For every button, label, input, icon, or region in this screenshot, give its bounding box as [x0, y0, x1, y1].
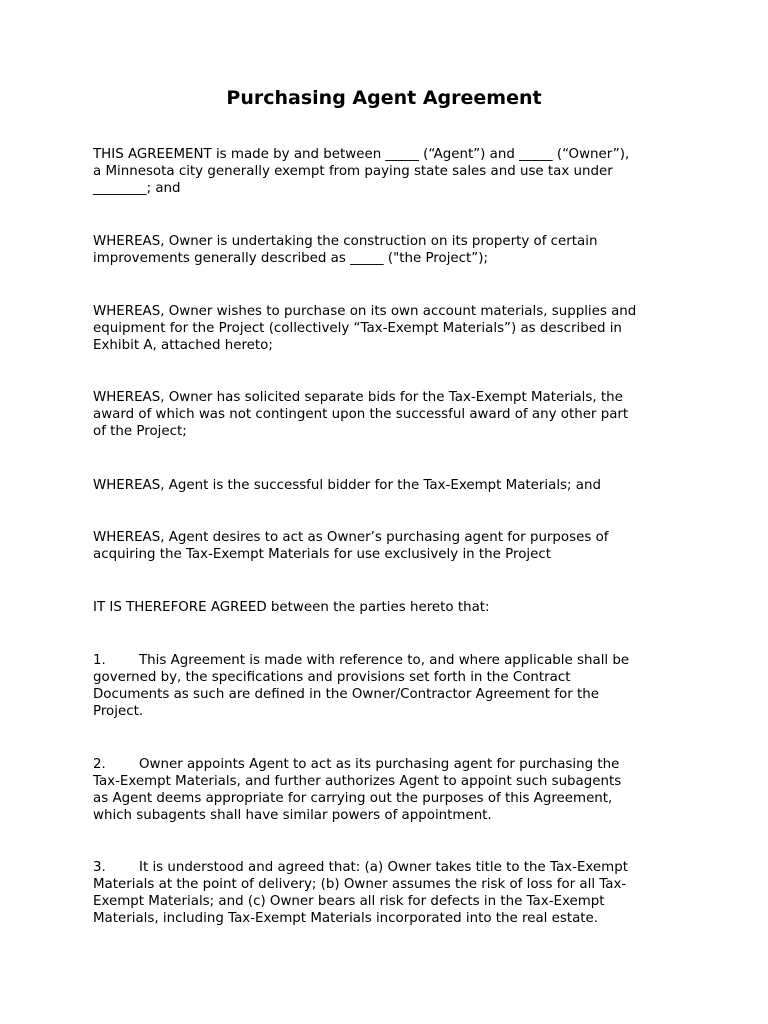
clause-line: Documents as such are defined in the Owner/Contractor Agreement for the — [93, 687, 599, 702]
clause-number: 2. — [93, 757, 106, 772]
agreed-paragraph — [93, 599, 678, 616]
clause-number: 3. — [93, 860, 106, 875]
agreed-line: IT IS THEREFORE AGREED between the parties hereto that: — [93, 600, 490, 615]
intro-line: THIS AGREEMENT is made by and between _____ (“Agent”) and _____ (“Owner”), — [93, 147, 630, 162]
clause-line: Materials, including Tax-Exempt Materials incorporated into the real estate. — [93, 911, 599, 926]
clause-2 — [93, 756, 678, 824]
whereas-line: WHEREAS, Owner wishes to purchase on its own account materials, supplies and — [93, 304, 637, 319]
clause-1 — [93, 652, 678, 720]
clause-line: This Agreement is made with reference to, and where applicable shall be — [139, 653, 630, 668]
whereas-line: Exhibit A, attached hereto; — [93, 338, 273, 353]
whereas-paragraph-5 — [93, 529, 678, 563]
whereas-paragraph-3 — [93, 389, 678, 440]
whereas-paragraph-1 — [93, 233, 678, 267]
clause-line: as Agent deems appropriate for carrying out the purposes of this Agreement, — [93, 791, 613, 806]
whereas-line: WHEREAS, Agent is the successful bidder for the Tax-Exempt Materials; and — [93, 478, 601, 493]
clause-line: which subagents shall have similar powers of appointment. — [93, 808, 492, 823]
clause-line: Tax-Exempt Materials, and further authorizes Agent to appoint such subagents — [93, 774, 622, 789]
whereas-line: improvements generally described as _____ ("the Project”); — [93, 251, 488, 266]
clause-3 — [93, 859, 678, 927]
clause-number: 1. — [93, 653, 106, 668]
document-title: Purchasing Agent Agreement — [226, 87, 542, 109]
intro-paragraph — [93, 146, 678, 197]
whereas-line: WHEREAS, Agent desires to act as Owner’s purchasing agent for purposes of — [93, 530, 609, 545]
clause-line: Materials at the point of delivery; (b) Owner assumes the risk of loss for all Tax- — [93, 877, 627, 892]
whereas-line: acquiring the Tax-Exempt Materials for use exclusively in the Project — [93, 547, 551, 562]
clause-line: It is understood and agreed that: (a) Owner takes title to the Tax-Exempt — [139, 860, 628, 875]
whereas-line: of the Project; — [93, 424, 187, 439]
whereas-line: award of which was not contingent upon the successful award of any other part — [93, 407, 629, 422]
whereas-line: equipment for the Project (collectively “Tax-Exempt Materials”) as described in — [93, 321, 622, 336]
intro-line: ________; and — [93, 181, 181, 196]
whereas-line: WHEREAS, Owner is undertaking the construction on its property of certain — [93, 234, 598, 249]
whereas-line: WHEREAS, Owner has solicited separate bids for the Tax-Exempt Materials, the — [93, 390, 623, 405]
whereas-paragraph-4 — [93, 477, 678, 494]
clause-line: Project. — [93, 704, 144, 719]
intro-line: a Minnesota city generally exempt from paying state sales and use tax under — [93, 164, 613, 179]
clause-line: Owner appoints Agent to act as its purchasing agent for purchasing the — [139, 757, 620, 772]
whereas-paragraph-2 — [93, 303, 678, 354]
clause-line: Exempt Materials; and (c) Owner bears all risk for defects in the Tax-Exempt — [93, 894, 605, 909]
clause-line: governed by, the specifications and provisions set forth in the Contract — [93, 670, 571, 685]
